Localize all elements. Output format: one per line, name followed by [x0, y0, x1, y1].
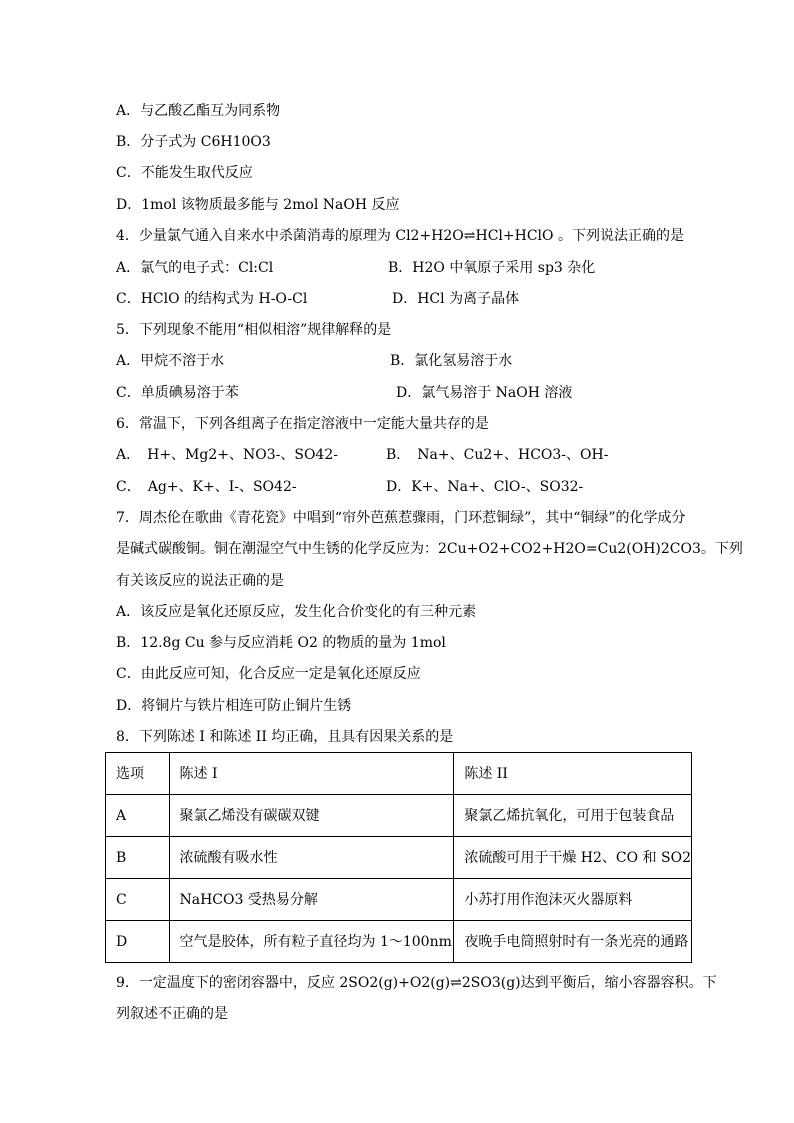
- table-cell: C: [106, 879, 170, 921]
- table-cell: NaHCO3 受热易分解: [169, 879, 454, 921]
- table-cell: 浓硫酸有吸水性: [169, 837, 454, 879]
- q4-option-d: D．HCl 为离子晶体: [392, 291, 520, 307]
- q3-option-c: C．不能发生取代反应: [116, 165, 253, 181]
- q6-option-d: D．K+、Na+、ClO-、SO32-: [386, 479, 584, 495]
- table-cell: D: [106, 921, 170, 963]
- table-cell: 小苏打用作泡沫灭火器原料: [454, 879, 692, 921]
- q7-stem-line2: 是碱式碳酸铜。铜在潮湿空气中生锈的化学反应为：2Cu+O2+CO2+H2O=Cu2(OH)2CO3。下列: [116, 541, 743, 557]
- table-cell: 浓硫酸可用于干燥 H2、CO 和 SO2: [454, 837, 692, 879]
- q8-table: [105, 752, 692, 963]
- table-cell: 夜晚手电筒照射时有一条光亮的通路: [454, 921, 692, 963]
- table-header-row: [106, 753, 692, 795]
- q4-option-b: B．H2O 中氧原子采用 sp3 杂化: [388, 260, 596, 276]
- table-cell: B: [106, 837, 170, 879]
- q7-option-d: D．将铜片与铁片相连可防止铜片生锈: [116, 698, 352, 714]
- table-row: [106, 921, 692, 963]
- table-cell: A: [106, 795, 170, 837]
- q7-option-b: B．12.8g Cu 参与反应消耗 O2 的物质的量为 1mol: [116, 635, 446, 651]
- q7-stem-line3: 有关该反应的说法正确的是: [116, 573, 284, 589]
- q5-option-a: A．甲烷不溶于水: [116, 353, 225, 369]
- q9-stem-line1: 9．一定温度下的密闭容器中，反应 2SO2(g)+O2(g)⇌2SO3(g)达到平衡后，缩小容器容积。下: [116, 975, 717, 991]
- q9-stem-line2: 列叙述不正确的是: [116, 1006, 228, 1022]
- table-row: [106, 879, 692, 921]
- q6-option-a: A． H+、Mg2+、NO3-、SO42-: [116, 447, 338, 463]
- table-cell: 聚氯乙烯抗氧化，可用于包装食品: [454, 795, 692, 837]
- table-row: [106, 795, 692, 837]
- table-header: 陈述 II: [454, 753, 692, 795]
- q7-option-a: A．该反应是氧化还原反应，发生化合价变化的有三种元素: [116, 604, 477, 620]
- q3-option-a: A．与乙酸乙酯互为同系物: [116, 103, 281, 119]
- q3-option-b: B．分子式为 C6H10O3: [116, 134, 271, 150]
- table-row: [106, 837, 692, 879]
- table-cell: 聚氯乙烯没有碳碳双键: [169, 795, 454, 837]
- table-header: 陈述 I: [169, 753, 454, 795]
- table-cell: 空气是胶体，所有粒子直径均为 1～100nm: [169, 921, 454, 963]
- table-header: 选项: [106, 753, 170, 795]
- q7-option-c: C．由此反应可知，化合反应一定是氧化还原反应: [116, 666, 421, 682]
- q6-option-c: C． Ag+、K+、I-、SO42-: [116, 479, 297, 495]
- q4-option-c: C．HClO 的结构式为 H-O-Cl: [116, 291, 308, 307]
- q3-option-d: D．1mol 该物质最多能与 2mol NaOH 反应: [116, 197, 400, 213]
- q6-option-b: B． Na+、Cu2+、HCO3-、OH-: [386, 447, 609, 463]
- q5-stem: 5．下列现象不能用“相似相溶”规律解释的是: [116, 322, 392, 338]
- q4-stem: 4．少量氯气通入自来水中杀菌消毒的原理为 Cl2+H2O⇌HCl+HClO 。下列说法正确的是: [116, 228, 684, 244]
- q7-stem-line1: 7．周杰伦在歌曲《青花瓷》中唱到“帘外芭蕉惹骤雨，门环惹铜绿”，其中“铜绿”的化学成分: [116, 510, 686, 526]
- q4-option-a: A．氯气的电子式：Cl:Cl: [116, 260, 274, 276]
- q5-option-b: B．氯化氢易溶于水: [390, 353, 513, 369]
- q6-stem: 6．常温下，下列各组离子在指定溶液中一定能大量共存的是: [116, 416, 489, 432]
- q8-stem: 8．下列陈述 I 和陈述 II 均正确，且具有因果关系的是: [116, 729, 454, 745]
- q5-option-d: D．氯气易溶于 NaOH 溶液: [396, 385, 573, 401]
- q5-option-c: C．单质碘易溶于苯: [116, 385, 239, 401]
